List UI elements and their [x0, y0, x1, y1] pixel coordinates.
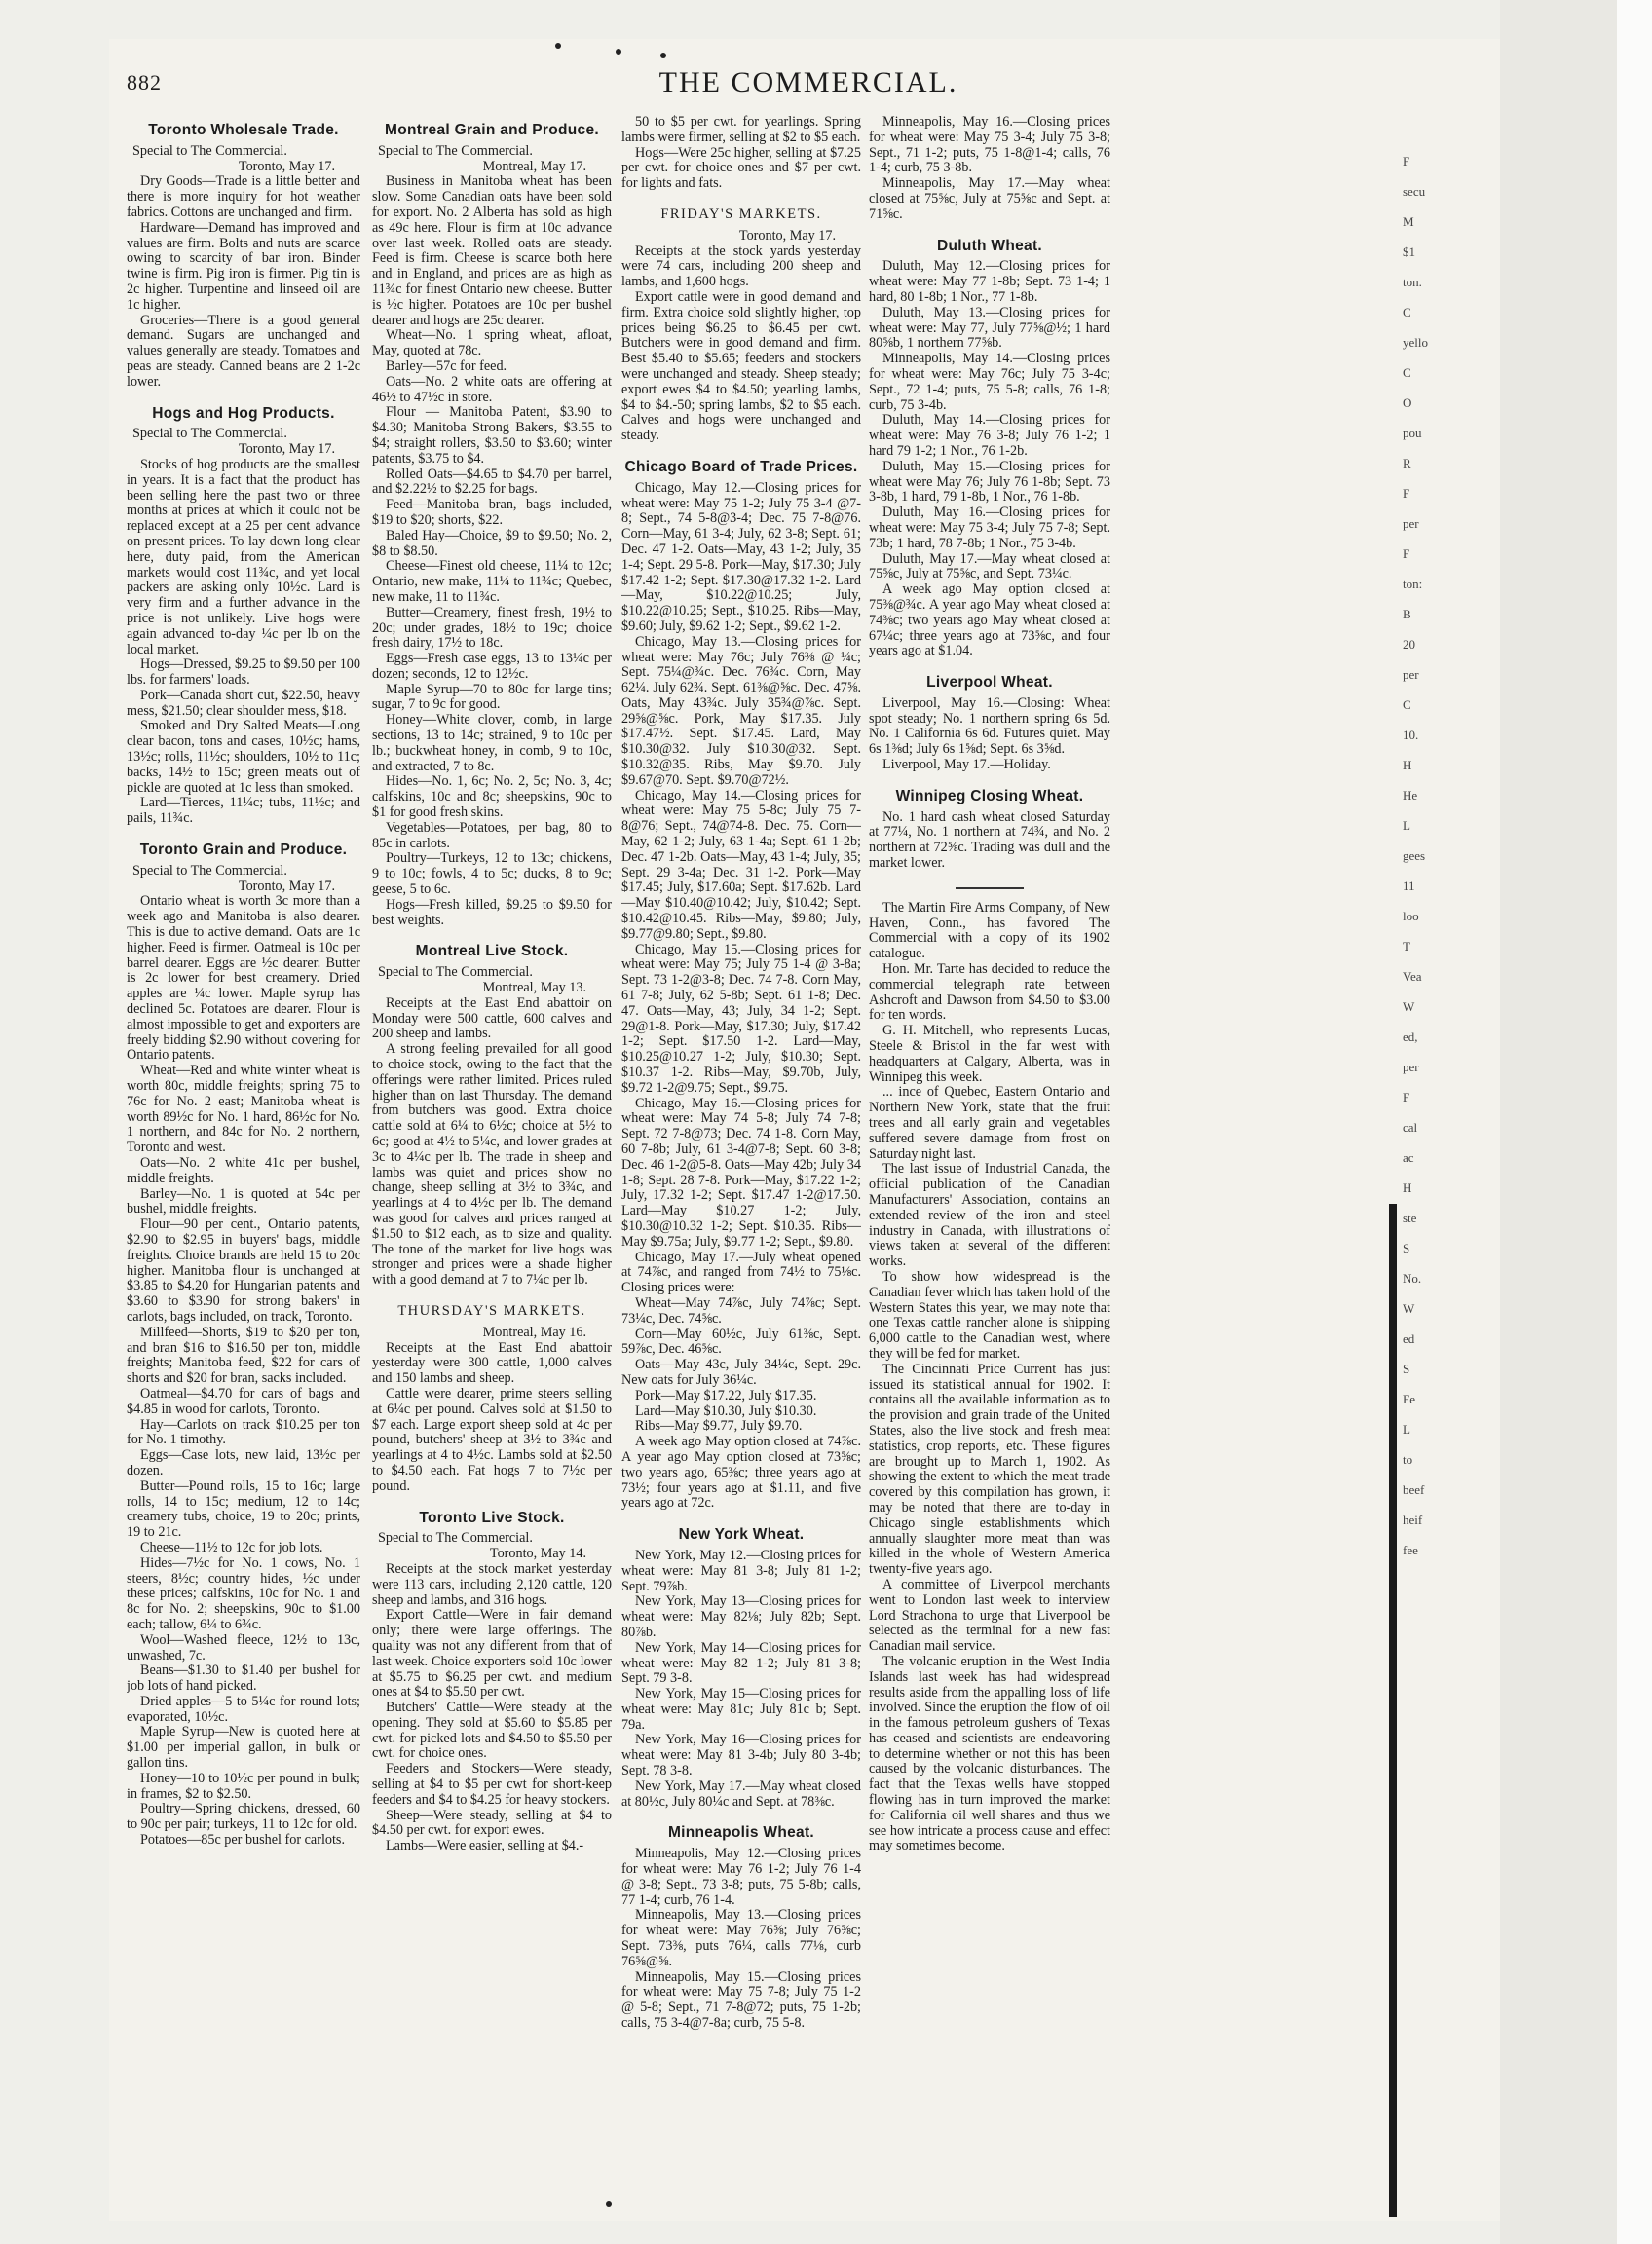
cropped-text-fragment: 10. [1403, 728, 1419, 742]
article-paragraph: Pork—Canada short cut, $22.50, heavy mess, $21.50; clear shoulder mess, $18. [127, 687, 360, 719]
article-paragraph: Receipts at the East End abattoir on Monday were 500 cattle, 600 calves and 200 sheep and lambs. [372, 994, 612, 1042]
article-paragraph: Duluth, May 12.—Closing prices for wheat were: May 77 1-8b; Sept. 73 1-4; 1 hard, 80 1-8b; 1 Nor., 77 1-8b. [869, 258, 1110, 305]
cropped-text-fragment: ton. [1403, 275, 1422, 289]
article-paragraph: Special to The Commercial. [378, 142, 533, 159]
article-paragraph: Liverpool, May 16.—Closing: Wheat spot steady; No. 1 northern spring 6s 5d. No. 1 California 6s 6d. Futures quiet. May 6s 1⅜d; July 6s 1⅝d; Sept. 6s 3⅝d. [869, 694, 1110, 758]
article-paragraph: Maple Syrup—70 to 80c for large tins; sugar, 7 to 9c for good. [372, 681, 612, 713]
article-paragraph: Groceries—There is a good general demand. Sugars are unchanged and values generally are steady. Tomatoes and peas are steady. Canned beans are 2 1-2c lower. [127, 312, 360, 390]
article-paragraph: Duluth, May 15.—Closing prices for wheat were May 76; July 76 1-8b; Sept. 73 3-8b, 1 hard, 79 1-8b, 1 Nor., 76 1-8b. [869, 458, 1110, 505]
article-heading: Chicago Board of Trade Prices. [624, 458, 858, 475]
article-paragraph: Flour—90 per cent., Ontario patents, $2.90 to $2.95 in buyers' bags, middle freights. Choice brands are held 15 to 20c higher. Manitoba flour is unchanged at $3.85 to $4.20 for Hungarian patents and $3.60 to $3.90 for strong bakers' in carlots, bags included, on track, Toronto. [127, 1216, 360, 1325]
article [372, 944, 612, 1289]
article-paragraph: To show how widespread is the Canadian fever which has taken hold of the Western States this year, we may note that one Texas cattle rancher alone is shipping 6,000 cattle to the Canadian west, where they will be fed for market. [869, 1268, 1110, 1362]
cropped-text-fragment: No. [1403, 1271, 1422, 1286]
article-paragraph: Stocks of hog products are the smallest in years. It is a fact that the product has been selling here the past two or three months at prices at which it could not be replaced except at a 25 per cent advance on present prices. To lay down long clear here, duty paid, from the American markets would cost 11¾c, and yet local packers are asking only 10½c. Lard is very firm and a further advance in the price is not unlikely. Live hogs were again advanced to-day ¼c per lb on the local market. [127, 456, 360, 657]
article-paragraph: Hogs—Dressed, $9.25 to $9.50 per 100 lbs. for farmers' loads. [127, 656, 360, 689]
article-paragraph: 50 to $5 per cwt. for yearlings. Spring lambs were firmer, selling at $2 to $5 each. [621, 115, 861, 145]
article-heading: FRIDAY'S MARKETS. [660, 206, 822, 222]
article-paragraph: New York, May 14—Closing prices for wheat were: May 82 1-2; July 81 3-8; Sept. 79 3-8. [621, 1639, 861, 1687]
cropped-text-fragment: S [1403, 1241, 1410, 1255]
article [869, 115, 1110, 223]
article-paragraph: Honey—10 to 10½c per pound in bulk; in frames, $2 to $2.50. [127, 1770, 360, 1802]
cropped-text-fragment: He [1403, 788, 1418, 803]
cropped-text-fragment: W [1403, 1301, 1415, 1316]
cropped-text-fragment: T [1403, 939, 1410, 954]
article [869, 239, 1110, 660]
article-paragraph: Smoked and Dry Salted Meats—Long clear bacon, tons and cases, 10½c; hams, 13½c; rolls, 11½c; shoulders, 10½ to 11c; backs, 14½ to 15c; green meats out of pickle are quoted at 1c less than smoked. [127, 718, 360, 796]
article-paragraph: Special to The Commercial. [132, 862, 287, 879]
divider-rule [956, 887, 1024, 889]
article-paragraph: Montreal, May 13. [482, 980, 586, 996]
cropped-text-fragment: ac [1403, 1150, 1414, 1165]
cropped-text-fragment: $1 [1403, 244, 1415, 259]
cropped-text-fragment: ed [1403, 1331, 1415, 1346]
scan-dot [660, 53, 666, 58]
article-paragraph: Duluth, May 16.—Closing prices for wheat were: May 75 3-4; July 75 7-8; Sept. 73b; 1 hard, 78 7-8b; 1 Nor., 75 3-4b. [869, 505, 1110, 551]
article-paragraph: Chicago, May 13.—Closing prices for wheat were: May 76c; July 76⅜ @ ¼c; Sept. 75¼@¾c. Dec. 76¾c. Corn, May 62¼. July 62¾. Sept. 61⅜@⅝c. Dec. 47⅝. Oats, May 43¾c. July 35¾@⅞c. Sept. 29⅝@⅝c. Pork, May $17.35. July $17.47½. Sept. $17.45. Lard, May $10.30@32. July $10.30@32. Sept. $10.32@35. Ribs, May $9.70. July $9.67@70. Sept. $9.70@72½. [621, 633, 861, 788]
cropped-text-fragment: 20 [1403, 637, 1415, 652]
article-paragraph: Barley—57c for feed. [386, 357, 507, 374]
column-2 [372, 115, 612, 2189]
article-heading: Toronto Wholesale Trade. [148, 122, 339, 138]
article [869, 887, 1110, 1854]
article-paragraph: ... ince of Quebec, Eastern Ontario and Northern New York, state that the fruit trees and all early grain and vegetables suffered severe damage from frost on Saturday night last. [869, 1084, 1110, 1162]
article-paragraph: Poultry—Turkeys, 12 to 13c; chickens, 9 to 10c; fowls, 4 to 5c; ducks, 8 to 9c; geese, 5 to 6c. [372, 850, 612, 898]
cropped-text-fragment: R [1403, 456, 1411, 470]
article-paragraph: Toronto, May 17. [238, 441, 335, 458]
article-paragraph: The last issue of Industrial Canada, the official publication of the Canadian Manufacturers' Association, contains an extended review of the iron and steel industry in Canada, with illustrations of views taken at several of the different works. [869, 1161, 1110, 1270]
cropped-text-fragment: 11 [1403, 879, 1415, 893]
article-paragraph: Hides—7½c for No. 1 cows, No. 1 steers, 8½c; country hides, ½c under these prices; calfskins, 10c for No. 1 and 8c for No. 2; sheepskins, 90c to $1.00 each; tallow, 6¼ to 6¾c. [127, 1554, 360, 1632]
article-paragraph: Oats—May 43c, July 34¼c, Sept. 29c. New oats for July 36¼c. [621, 1357, 861, 1388]
cropped-text-fragment: secu [1403, 184, 1426, 199]
article-paragraph: Minneapolis, May 15.—Closing prices for wheat were: May 75 7-8; July 75 1-2 @ 5-8; Sept., 71 7-8@72; puts, 75 1-2b; calls, 75 3-4@7-8a; curb, 75 5-8. [621, 1968, 861, 2032]
cropped-text-fragment: O [1403, 395, 1412, 410]
article-paragraph: Toronto, May 17. [238, 158, 335, 174]
article [127, 406, 360, 828]
article-paragraph: Minneapolis, May 14.—Closing prices for wheat were: May 76c; July 75 3-4c; Sept., 72 1-4; puts, 75 5-8; calls, 76 1-8; curb, 75 3-4b. [869, 351, 1110, 413]
article-paragraph: Ontario wheat is worth 3c more than a week ago and Manitoba is also dearer. This is due to active demand. Oats are 1c higher. Feed is firmer. Oatmeal is 10c per barrel dearer. Eggs are ½c dearer. Butter is 2c lower for best creamery. Dried apples are ¼c lower. Maple syrup has declined 5c. Potatoes are dearer. Flour is almost impossible to get and exporters are freely bidding $2.90 without covering for Ontario patents. [127, 893, 360, 1064]
article [127, 842, 360, 1849]
article-paragraph: The Cincinnati Price Current has just issued its statistical annual for 1902. It contains all the available information as to the provision and grain trade of the United States, also the live stock and fresh meat statistics, crop reports, etc. These figures are brought up to March 1, 1902. As showing the extent to which the meat trade covered by this compilation has grown, it may be noted that there are to-day in Chicago single establishments which annually slaughter more meat than was killed in the whole of Western America twenty-five years ago. [869, 1361, 1110, 1578]
article-paragraph: New York, May 15—Closing prices for wheat were: May 81c; July 81c b; Sept. 79a. [621, 1686, 861, 1733]
page-header [127, 66, 1383, 103]
column-1 [127, 115, 360, 2189]
article-paragraph: Butter—Creamery, finest fresh, 19½ to 20c; under grades, 18½ to 19c; choice fresh dairy, 17½ to 18c. [372, 604, 612, 652]
article-paragraph: Millfeed—Shorts, $19 to $20 per ton, and bran $16 to $16.50 per ton, middle freights; Manitoba feed, $22 for cars of shorts and $20 for bran, sacks included. [127, 1324, 360, 1387]
article-paragraph: Feeders and Stockers—Were steady, selling at $4 to $5 per cwt for short-keep feeders and $4 to $4.25 for heavy stockers. [372, 1761, 612, 1808]
article-paragraph: Montreal, May 16. [482, 1324, 586, 1340]
cropped-text-fragment: per [1403, 516, 1419, 531]
article-paragraph: Dried apples—5 to 5¼c for round lots; evaporated, 10½c. [127, 1693, 360, 1725]
article-paragraph: Minneapolis, May 12.—Closing prices for wheat were: May 76 1-2; July 76 1-4 @ 3-8; Sept., 73 3-8; puts, 75 5-8b; calls, 77 1-4; curb, 76 1-4. [621, 1846, 861, 1908]
article-paragraph: Rolled Oats—$4.65 to $4.70 per barrel, and $2.22½ to $2.25 for bags. [372, 466, 612, 498]
article-paragraph: Toronto, May 17. [738, 227, 836, 243]
article [127, 123, 360, 391]
article-paragraph: Flour — Manitoba Patent, $3.90 to $4.30; Manitoba Strong Bakers, $3.55 to $4; straight rollers, $3.50 to $3.60; winter patents, $3.75 to $4. [372, 404, 612, 467]
article-paragraph: Maple Syrup—New is quoted here at $1.00 per imperial gallon, in bulk or gallon tins. [127, 1724, 360, 1772]
article-paragraph: Oats—No. 2 white oats are offering at 46½ to 47½c in store. [372, 373, 612, 405]
article-heading: Toronto Live Stock. [419, 1509, 565, 1526]
cropped-text-fragment: pou [1403, 426, 1422, 440]
article-paragraph: Sheep—Were steady, selling at $4 to $4.50 per cwt. for export ewes. [372, 1807, 612, 1839]
article-paragraph: Barley—No. 1 is quoted at 54c per bushel, middle freights. [127, 1185, 360, 1217]
article-paragraph: Wool—Washed fleece, 12½ to 13c, unwashed, 7c. [127, 1631, 360, 1664]
article [372, 123, 612, 928]
article-paragraph: New York, May 12.—Closing prices for wheat were: May 81 3-8; July 81 1-2; Sept. 79⅞b. [621, 1547, 861, 1594]
article-heading: Montreal Grain and Produce. [385, 122, 599, 138]
article-paragraph: Potatoes—85c per bushel for carlots. [140, 1832, 345, 1849]
article-paragraph: Receipts at the stock yards yesterday were 74 cars, including 200 sheep and lambs, and 1,600 hogs. [621, 243, 861, 290]
article-paragraph: Special to The Commercial. [132, 426, 287, 442]
cropped-text-fragment: M [1403, 214, 1414, 229]
article-paragraph: Wheat—May 74⅞c, July 74⅞c; Sept. 73¼c, Dec. 74⅝c. [621, 1294, 861, 1327]
article-paragraph: Beans—$1.30 to $1.40 per bushel for job lots of hand picked. [127, 1663, 360, 1695]
article-paragraph: Toronto, May 17. [238, 878, 335, 894]
cropped-text-fragment: ed, [1403, 1029, 1418, 1044]
article-paragraph: Vegetables—Potatoes, per bag, 80 to 85c in carlots. [372, 819, 612, 851]
article [621, 1527, 861, 1810]
article [621, 115, 861, 192]
cropped-text-fragment: S [1403, 1362, 1410, 1376]
journal-title: THE COMMERCIAL. [658, 66, 958, 98]
article-paragraph: Hardware—Demand has improved and values are firm. Bolts and nuts are scarce owing to scarcity of bar iron. Binder twine is firm. Pig iron is firmer. Pig tin is 2c higher. Turpentine and linseed oil are 1c higher. [127, 219, 360, 313]
cropped-text-fragment: ste [1403, 1211, 1417, 1225]
article-paragraph: Hides—No. 1, 6c; No. 2, 5c; No. 3, 4c; calfskins, 10c and 8c; sheepskins, 90c to $1 for good fresh skins. [372, 773, 612, 821]
article-paragraph: Ribs—May $9.77, July $9.70. [635, 1418, 803, 1435]
article-heading: THURSDAY'S MARKETS. [397, 1302, 586, 1319]
article-paragraph: Hon. Mr. Tarte has decided to reduce the commercial telegraph rate between Ashcroft and Dawson from $4.50 to $3.00 for ten words. [869, 961, 1110, 1024]
cropped-text-fragment: yello [1403, 335, 1428, 350]
article-paragraph: Receipts at the stock market yesterday were 113 cars, including 2,120 cattle, 120 sheep and lambs, and 316 hogs. [372, 1560, 612, 1608]
article-paragraph: Export cattle were in good demand and firm. Extra choice sold slightly higher, top prices being $6.25 to $6.45 per cwt. Butchers were in good demand and firm. Best $5.40 to $5.65; feeders and stockers were unchanged and steady. Sheep steady; export ewes $4 to $4.50; yearling lambs, $4 to $4.-50; spring lambs, $2 to $5 each. Calves and hogs were unchanged and steady. [621, 288, 861, 444]
article-paragraph: Chicago, May 12.—Closing prices for wheat were: May 75 1-2; July 75 3-4 @7-8; Sept., 74 5-8@3-4; Dec. 75 7-8@76. Corn—May, 61 3-4; July, 62 3-8; Sept. 61; Dec. 47 1-2. Oats—May, 43 1-2; July, 35 1-4; Sept. 29 5-8. Pork—May, $17.30; July $17.42 1-2; Sept. $17.30@17.32 1-2. Lard—May, $10.22@10.25; July, $10.22@10.25; Sept., $10.25. Ribs—May, $9.60; July, $9.62 1-2; Sept., $9.62 1-2. [621, 479, 861, 634]
article-paragraph: Cheese—11½ to 12c for job lots. [140, 1539, 323, 1555]
scan-dot [555, 43, 561, 49]
article-heading: Duluth Wheat. [936, 237, 1043, 254]
article-paragraph: A week ago May option closed at 74⅞c. A year ago May option closed at 73⅝c; two years ago, 65⅜c; three years ago at 73½; four years ago at $1.11, and five years ago at 72c. [621, 1434, 861, 1512]
article-paragraph: Hogs—Fresh killed, $9.25 to $9.50 for best weights. [372, 896, 612, 928]
cropped-text-fragment: F [1403, 486, 1410, 501]
article-paragraph: A week ago May option closed at 75⅜@¾c. A year ago May wheat closed at 74⅜c; two years ago May wheat closed at 67¼c; three years ago at 73⅝c, and four years ago at $1.04. [869, 581, 1110, 659]
article-paragraph: Baled Hay—Choice, $9 to $9.50; No. 2, $8 to $8.50. [372, 527, 612, 559]
article-heading: Hogs and Hog Products. [152, 404, 335, 422]
article-paragraph: Dry Goods—Trade is a little better and there is more inquiry for hot weather fabrics. Cottons are unchanged and firm. [127, 173, 360, 220]
article-heading: Minneapolis Wheat. [667, 1824, 815, 1842]
article-paragraph: Minneapolis, May 16.—Closing prices for wheat were: May 75 3-4; July 75 3-8; Sept., 71 1-2; puts, 75 1-8@1-4; calls, 76 1-4; curb, 75 3-8b. [869, 115, 1110, 176]
article-paragraph: Feed—Manitoba bran, bags included, $19 to $20; shorts, $22. [372, 497, 612, 528]
article-heading: New York Wheat. [678, 1526, 805, 1544]
article-paragraph: Liverpool, May 17.—Holiday. [882, 757, 1051, 773]
cropped-text-fragment: C [1403, 365, 1411, 380]
cropped-text-fragment: F [1403, 154, 1410, 168]
article-paragraph: New York, May 16—Closing prices for wheat were: May 81 3-4b; July 80 3-4b; Sept. 78 3-8. [621, 1732, 861, 1779]
cropped-text-fragment: W [1403, 999, 1415, 1014]
cropped-text-fragment: C [1403, 697, 1411, 712]
cropped-text-fragment: H [1403, 1180, 1412, 1195]
article-paragraph: A strong feeling prevailed for all good to choice stock, owing to the fact that the offerings were rather limited. Prices ruled higher than on last Thursday. The demand from butchers was good. Extra choice cattle sold at 6¼ to 6½c; choice at 5½ to 6c; good at 4½ to 5¼c, and lower grades at 3c to 4¼c per lb. The trade in sheep and lambs was quiet and prices show no change, sheep selling at 3½ to 3¾c, and yearlings at 4 to 4½c per lb. The demand was good for calves and prices ranged at $1.50 to $12 each, as to size and quality. The tone of the market for live hogs was stronger and prices were a shade higher with a good demand at 7 to 7¼c per lb. [372, 1041, 612, 1289]
cropped-text-fragment: cal [1403, 1120, 1418, 1135]
article-paragraph: Wheat—No. 1 spring wheat, afloat, May, quoted at 78c. [372, 327, 612, 359]
article-paragraph: Duluth, May 13.—Closing prices for wheat were: May 77, July 77⅝@½; 1 hard 80⅝b, 1 northern 77⅝b. [869, 304, 1110, 352]
article [621, 1825, 861, 2031]
article-paragraph: Eggs—Case lots, new laid, 13½c per dozen. [127, 1447, 360, 1478]
article-paragraph: A committee of Liverpool merchants went to London last week to interview Lord Strachona to urge that Liverpool be selected as the terminal for a new fast Canadian mail service. [869, 1576, 1110, 1655]
article-paragraph: Duluth, May 17.—May wheat closed at 75⅝c, July at 75⅝c, and Sept. 73¼c. [869, 550, 1110, 582]
article-paragraph: Receipts at the East End abattoir yesterday were 300 cattle, 1,000 calves and 150 lambs and sheep. [372, 1339, 612, 1387]
article-paragraph: Honey—White clover, comb, in large sections, 13 to 14c; strained, 9 to 10c per lb.; buckwheat honey, in comb, 9 to 10c, and extracted, 7 to 8c. [372, 712, 612, 774]
article-paragraph: The volcanic eruption in the West India Islands last week has had widespread results aside from the appalling loss of life involved. Since the eruption the flow of oil in the famous petroleum gushers of Texas has ceased and scientists are endeavoring to determine whether or not this has been caused by the volcanic disturbances. The fact that the Texas wells have stopped flowing has in turn improved the market for California oil well shares and thus we see how intricate a process cause and effect may sometimes become. [869, 1653, 1110, 1854]
article-paragraph: The Martin Fire Arms Company, of New Haven, Conn., has favored The Commercial with a copy of its 1902 catalogue. [869, 899, 1110, 962]
article-paragraph: Chicago, May 17.—July wheat opened at 74⅞c, and ranged from 74½ to 75⅛c. Closing prices were: [621, 1249, 861, 1296]
cropped-text-fragment: Vea [1403, 969, 1422, 984]
cropped-text-fragment: F [1403, 546, 1410, 561]
scan-dot [616, 49, 621, 55]
article-paragraph: Cattle were dearer, prime steers selling at 6¼c per pound. Calves sold at $1.50 to $7 each. Large export sheep sold at 4c per pound, butchers' sheep at 3½ to 3¾c and yearlings at 4 to 4½c. Lambs sold at $2.50 to $4.50 each. Fat hogs 7 to 7½c per pound. [372, 1385, 612, 1494]
cropped-text-fragment: H [1403, 758, 1412, 772]
article [372, 1304, 612, 1495]
article-paragraph: Oatmeal—$4.70 for cars of bags and $4.85 in wood for carlots, Toronto. [127, 1385, 360, 1417]
article-heading: Montreal Live Stock. [415, 943, 569, 960]
article [869, 675, 1110, 773]
cropped-text-fragment: gees [1403, 848, 1426, 863]
column-3 [621, 115, 861, 2189]
article-paragraph: Toronto, May 14. [489, 1546, 586, 1562]
article [621, 460, 861, 1512]
article-paragraph: Chicago, May 16.—Closing prices for wheat were: May 74 5-8; July 74 7-8; Sept. 72 7-8@73; Dec. 74 1-8. Corn May, 60 7-8b; July, 61 3-4@7-8; Sept. 60 3-8; Dec. 46 1-2@5-8. Oats—May 42b; July 34 1-8; Sept. 28 7-8. Pork—May, $17.22 1-2; July, 17.32 1-2; Sept. $17.47 1-2@17.50. Lard—May $10.27 1-2; July, $10.30@10.32 1-2; Sept. $10.35. Ribs—May $9.75a; July, $9.77 1-2; Sept., $9.80. [621, 1095, 861, 1250]
cropped-text-fragment: beef [1403, 1482, 1425, 1497]
article-paragraph: Lard—May $10.30, July $10.30. [635, 1402, 817, 1419]
article-paragraph: Butchers' Cattle—Were steady at the opening. They sold at $5.60 to $5.85 per cwt. for picked lots and $4.50 to $5.50 per cwt. for choice ones. [372, 1700, 612, 1762]
article [372, 1511, 612, 1855]
article-paragraph: Corn—May 60½c, July 61⅜c, Sept. 59⅞c, Dec. 46⅝c. [621, 1326, 861, 1358]
article-paragraph: New York, May 13—Closing prices for wheat were: May 82⅛; July 82b; Sept. 80⅞b. [621, 1593, 861, 1640]
article-paragraph: Cheese—Finest old cheese, 11¼ to 12c; Ontario, new make, 11¼ to 11¾c; Quebec, new make, 11 to 11¾c. [372, 558, 612, 605]
article-heading: Winnipeg Closing Wheat. [895, 787, 1084, 804]
cropped-text-fragment: loo [1403, 909, 1419, 923]
page-number: 882 [127, 70, 162, 94]
page-edge [1617, 0, 1652, 2244]
article [621, 207, 861, 444]
article-paragraph: Montreal, May 17. [482, 158, 586, 174]
article-heading: Toronto Grain and Produce. [139, 842, 348, 859]
cropped-text-fragment: F [1403, 1090, 1410, 1104]
cropped-text-fragment: L [1403, 1422, 1410, 1437]
cropped-text-fragment: heif [1403, 1513, 1423, 1527]
column-4 [869, 115, 1110, 2189]
article-paragraph: Lard—Tierces, 11¼c; tubs, 11½c; and pails, 11¾c. [127, 795, 360, 827]
adjacent-page-fragment [1403, 146, 1496, 2094]
article-paragraph: Lambs—Were easier, selling at $4.- [386, 1838, 584, 1854]
cropped-text-fragment: C [1403, 305, 1411, 319]
cropped-text-fragment: ton: [1403, 577, 1423, 591]
cropped-text-fragment: L [1403, 818, 1410, 833]
article-paragraph: Eggs—Fresh case eggs, 13 to 13¼c per dozen; seconds, 12 to 12½c. [372, 651, 612, 682]
column-5 [1130, 115, 1385, 2189]
article-paragraph: Chicago, May 14.—Closing prices for wheat were: May 75 5-8c; July 75 7-8@76; Sept., 74@74-8. Dec. 75. Corn—May, 62 1-2; July, 63 1-4a; Sept. 61 1-2b; Dec. 47 1-2b. Oats—May, 43 1-4; July, 35; Sept. 29 3-4a; Dec. 31 1-2. Pork—May $17.45; July, $17.60a; Sept. $17.62b. Lard—May $10.40@10.42; July, $10.42; Sept. $10.42@10.45. Ribs—May, $9.80; July, $9.77@9.80; Sept., $9.80. [621, 787, 861, 942]
article-heading: Liverpool Wheat. [926, 674, 1053, 692]
article [869, 789, 1110, 872]
article-paragraph: Special to The Commercial. [378, 1530, 533, 1547]
article-paragraph: G. H. Mitchell, who represents Lucas, Steele & Bristol in the far west with headquarters at Calgary, Alberta, was in Winnipeg this week. [869, 1023, 1110, 1085]
article-paragraph: Butter—Pound rolls, 15 to 16c; large rolls, 14 to 15c; medium, 12 to 14c; creamery tubs, choice, 19 to 20c; prints, 19 to 21c. [127, 1477, 360, 1541]
article-paragraph: Duluth, May 14.—Closing prices for wheat were: May 76 3-8; July 76 1-2; 1 hard 79 1-2; 1 Nor., 76 1-2b. [869, 412, 1110, 459]
article-paragraph: Minneapolis, May 13.—Closing prices for wheat were: May 76⅝; July 76⅝c; Sept. 73⅜, puts 76¼, calls 77⅛, curb 76⅝@⅝. [621, 1907, 861, 1969]
article-paragraph: Minneapolis, May 17.—May wheat closed at 75⅝c, July at 75⅝c and Sept. at 71⅝c. [869, 175, 1110, 222]
cropped-text-fragment: per [1403, 667, 1419, 682]
column-rule [1389, 1204, 1397, 2217]
article-paragraph: Wheat—Red and white winter wheat is worth 80c, middle freights; spring 75 to 76c for No. 2 east; Manitoba wheat is worth 89½c for No. 1 hard, 86½c for No. 1 northern, and 84c for No. 2 northern, Toronto and west. [127, 1063, 360, 1156]
article-paragraph: Special to The Commercial. [378, 964, 533, 981]
cropped-text-fragment: Fe [1403, 1392, 1415, 1406]
scan-dot [606, 2201, 612, 2207]
article-paragraph: Pork—May $17.22, July $17.35. [635, 1387, 817, 1403]
article-paragraph: Oats—No. 2 white 41c per bushel, middle freights. [127, 1155, 360, 1186]
cropped-text-fragment: fee [1403, 1543, 1418, 1557]
article-paragraph: Hay—Carlots on track $10.25 per ton for No. 1 timothy. [127, 1416, 360, 1448]
cropped-text-fragment: B [1403, 607, 1411, 621]
article-paragraph: Business in Manitoba wheat has been slow. Some Canadian oats have been sold for export. No. 2 Alberta has sold as high as 49c here. Flour is firm at 10c advance over last week. Rolled oats are steady. Feed is firm. Cheese is scarce both here and in England, and prices are as high as 11¾c for finest Ontario new cheese. Butter is ½c higher. Potatoes are 10c per bushel dearer and hogs are 25c dearer. [372, 173, 612, 328]
cropped-text-fragment: to [1403, 1452, 1413, 1467]
article-paragraph: Export Cattle—Were in fair demand only; there were large offerings. The quality was not any different from that of last week. Choice exporters sold 10c lower at $5.75 to $6.25 per cwt. and medium ones at $4 to $5.50 per cwt. [372, 1607, 612, 1701]
article-paragraph: Hogs—Were 25c higher, selling at $7.25 per cwt. for choice ones and $7 per cwt. for lights and fats. [621, 144, 861, 192]
article-paragraph: No. 1 hard cash wheat closed Saturday at 77¼, No. 1 northern at 74¾, and No. 2 northern at 72⅝c. Trading was dull and the market lower. [869, 808, 1110, 872]
article-paragraph: Chicago, May 15.—Closing prices for wheat were: May 75; July 75 1-4 @ 3-8a; Sept. 73 1-2@3-8; Dec. 74 7-8. Corn May, 61 7-8; July, 62 5-8b; Sept. 61 1-8; Dec. 47. Oats—May, 43; July, 34 1-2; Sept. 29@1-8. Pork—May, $17.30; July, $17.42 1-2; Sept. $17.50 1-2. Lard—May, $10.25@10.27 1-2; July, $10.30; Sept. $10.37 1-2. Ribs—May, $9.70b, July, $9.72 1-2@9.75; Sept., $9.75. [621, 941, 861, 1096]
article-paragraph: New York, May 17.—May wheat closed at 80½c, July 80¼c and Sept. at 78⅜c. [621, 1777, 861, 1810]
cropped-text-fragment: per [1403, 1060, 1419, 1074]
newspaper-columns [127, 115, 1393, 2189]
article-paragraph: Special to The Commercial. [132, 142, 287, 159]
article-paragraph: Poultry—Spring chickens, dressed, 60 to 90c per pair; turkeys, 11 to 12c for old. [127, 1801, 360, 1833]
